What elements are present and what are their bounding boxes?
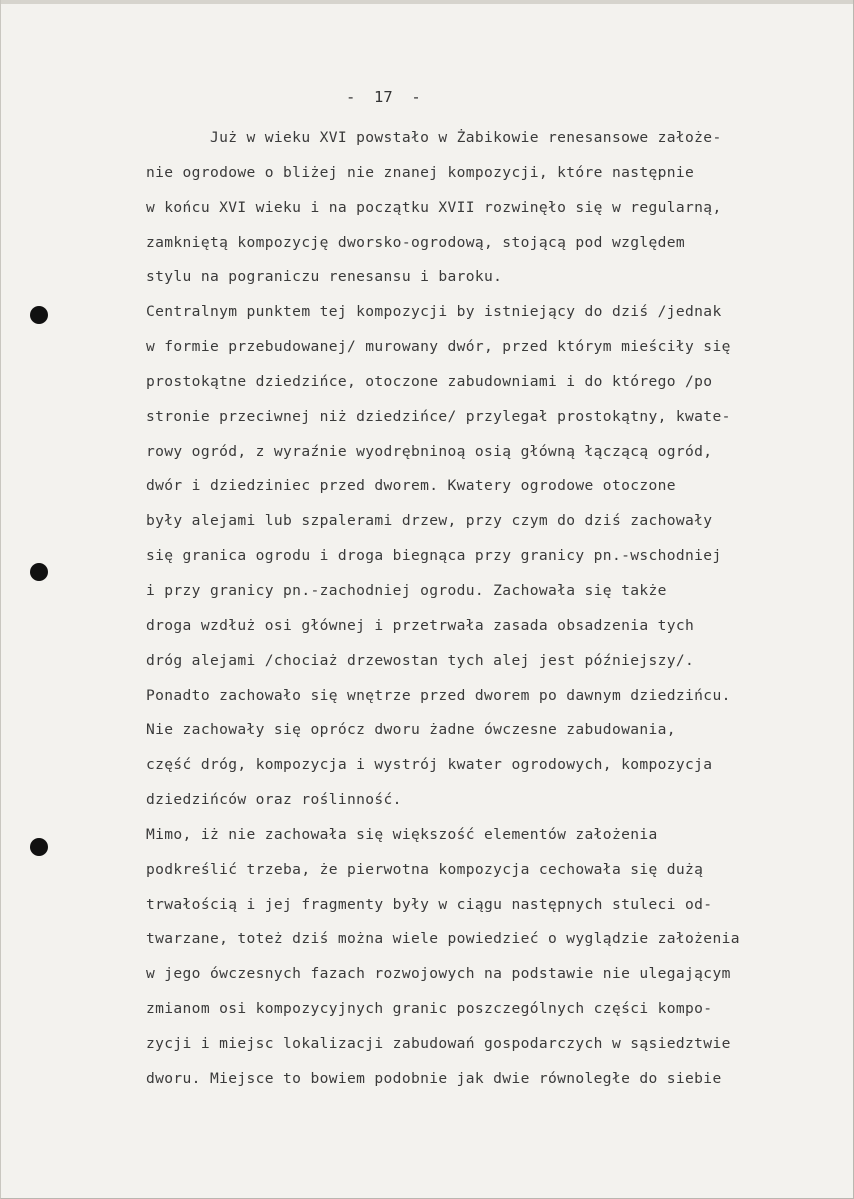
text-line: były alejami lub szpalerami drzew, przy czym do dziś zachowały — [146, 512, 713, 530]
text-line: droga wzdłuż osi głównej i przetrwała zasada obsadzenia tych — [146, 616, 695, 634]
text-line: dworu. Miejsce to bowiem podobnie jak dwie równoległe do siebie — [146, 1069, 722, 1087]
punch-hole — [30, 563, 48, 581]
text-line: Już w wieku XVI powstało w Żabikowie renesansowe założe- — [146, 129, 722, 146]
text-line: dziedzińców oraz roślinność. — [146, 791, 402, 809]
typed-text-body — [146, 121, 846, 1097]
text-line: dwór i dziedziniec przed dworem. Kwatery ogrodowe otoczone — [146, 477, 676, 495]
text-line: Ponadto zachowało się wnętrze przed dworem po dawnym dziedzińcu. — [146, 686, 731, 704]
text-line: stronie przeciwnej niż dziedzińce/ przylegał prostokątny, kwate- — [146, 407, 731, 425]
text-line: w jego ówczesnych fazach rozwojowych na podstawie nie ulegającym — [146, 965, 731, 983]
text-line: trwałością i jej fragmenty były w ciągu następnych stuleci od- — [146, 895, 713, 913]
text-line: Nie zachowały się oprócz dworu żadne ówczesne zabudowania, — [146, 721, 676, 739]
text-line: w formie przebudowanej/ murowany dwór, przed którym mieściły się — [146, 338, 731, 356]
text-line: twarzane, toteż dziś można wiele powiedzieć o wyglądzie założenia — [146, 930, 740, 948]
text-line: stylu na pograniczu renesansu i baroku. — [146, 268, 503, 286]
text-line: zycji i miejsc lokalizacji zabudowań gospodarczych w sąsiedztwie — [146, 1034, 731, 1052]
text-line: nie ogrodowe o bliżej nie znanej kompozycji, które następnie — [146, 163, 695, 181]
text-line: i przy granicy pn.-zachodniej ogrodu. Zachowała się także — [146, 581, 667, 599]
text-line: w końcu XVI wieku i na początku XVII rozwinęło się w regularną, — [146, 198, 722, 216]
text-line: prostokątne dziedzińce, otoczone zabudowniami i do którego /po — [146, 372, 713, 390]
text-line: dróg alejami /chociaż drzewostan tych alej jest późniejszy/. — [146, 651, 695, 669]
page-top-edge — [1, 0, 854, 4]
text-line: zamkniętą kompozycję dworsko-ogrodową, stojącą pod względem — [146, 233, 686, 251]
text-line: podkreślić trzeba, że pierwotna kompozycja cechowała się dużą — [146, 860, 704, 878]
punch-hole — [30, 838, 48, 856]
text-line: Centralnym punktem tej kompozycji by istniejący do dziś /jednak — [146, 303, 722, 321]
text-line: rowy ogród, z wyraźnie wyodrębninoą osią główną łączącą ogród, — [146, 442, 713, 460]
text-line: się granica ogrodu i droga biegnąca przy granicy pn.-wschodniej — [146, 547, 722, 565]
punch-hole — [30, 306, 48, 324]
text-line: część dróg, kompozycja i wystrój kwater ogrodowych, kompozycja — [146, 756, 713, 774]
text-line: Mimo, iż nie zachowała się większość elementów założenia — [146, 825, 658, 843]
text-line: zmianom osi kompozycyjnych granic poszczególnych części kompo- — [146, 1000, 713, 1018]
page-number: - 17 - — [346, 88, 421, 106]
